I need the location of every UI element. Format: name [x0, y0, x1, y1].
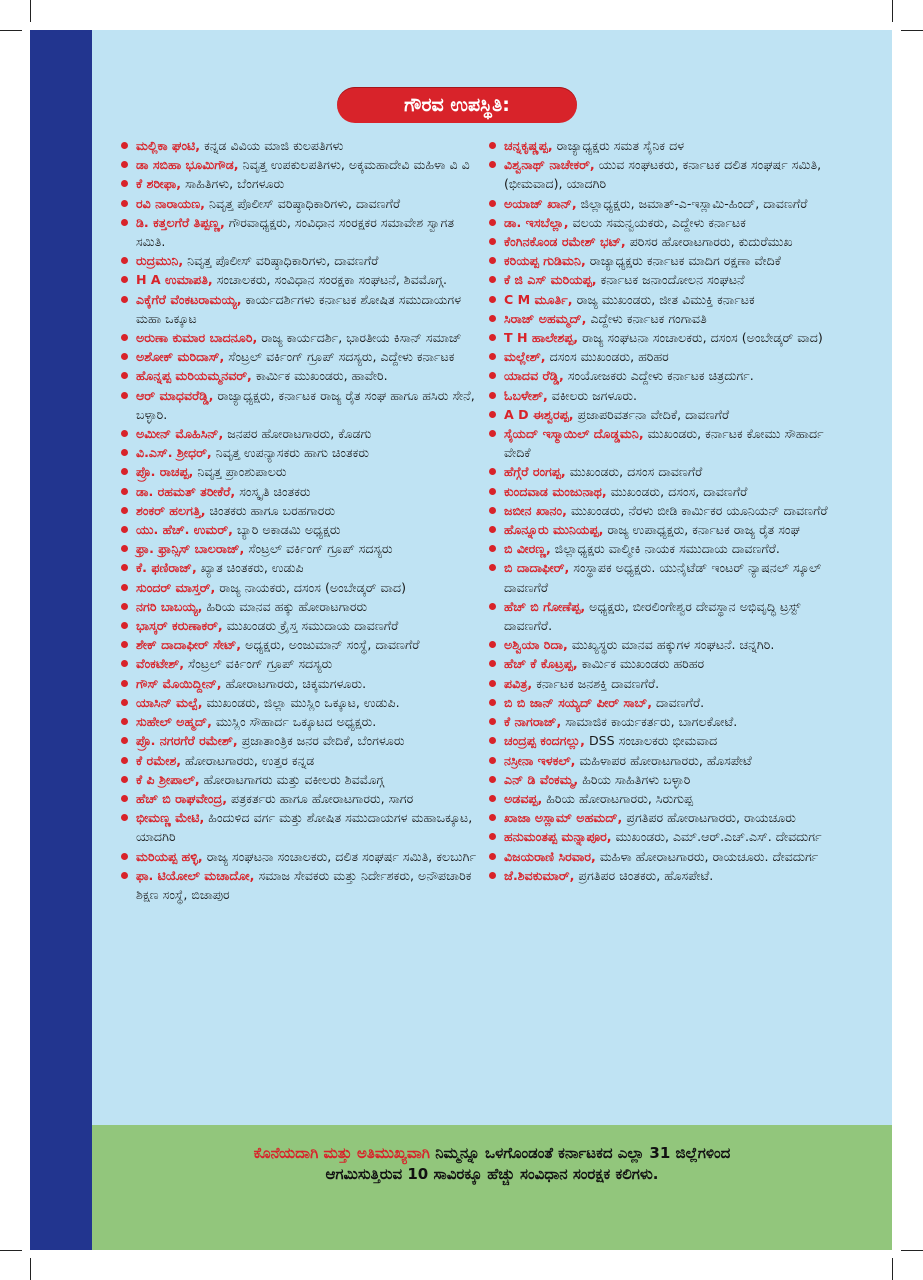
guest-list-item	[486, 712, 838, 731]
guest-description: ಮುಸ್ಲಿಂ ಸೌಹಾರ್ದ ಒಕ್ಕೂಟದ ಅಧ್ಯಕ್ಷರು.	[215, 714, 377, 730]
crop-mark	[901, 1250, 923, 1251]
guest-list-item	[486, 674, 838, 693]
guest-description: ರಾಜ್ಯ ಕಾರ್ಯದರ್ಶಿ, ಭಾರತೀಯ ಕಿಸಾನ್ ಸಮಾಜ್	[261, 330, 462, 346]
guest-description: ಹೋರಾಟಗಾರರು, ಉತ್ತರ ಕನ್ನಡ	[185, 752, 315, 768]
guest-list-item	[118, 366, 480, 385]
guest-description: ಹೋರಾಟಗಾರರು, ಚಿಕ್ಕಮಗಳೂರು.	[225, 675, 367, 691]
guest-description: ಜಿಲ್ಲಾಧ್ಯಕ್ಷರು, ಜಮಾತ್-ಎ-ಇಸ್ಲಾಮಿ-ಹಿಂದ್, ದಾವಣಗೆರೆ	[580, 195, 808, 211]
footer-text	[92, 1143, 892, 1185]
guest-name: ಯಾದವ ರೆಡ್ಡಿ,	[504, 368, 564, 384]
guest-name: ಕೆ ಪಿ ಶ್ರೀಪಾಲ್,	[136, 771, 200, 787]
guest-description: ಸಮಾಜ ಸೇವಕರು ಮತ್ತು ನಿರ್ದೇಶಕರು, ಅನೌಪಚಾರಿಕ ಶಿಕ್ಷಣ ಸಂಸ್ಥೆ, ಬಿಜಾಪುರ	[136, 867, 472, 902]
guest-list-item	[486, 847, 838, 866]
guest-list-item	[486, 482, 838, 501]
guest-list-item	[486, 328, 838, 347]
guest-list-item	[118, 616, 480, 635]
guest-description: ಹಿರಿಯ ಹೋರಾಟಗಾರರು, ಸಿರುಗುಪ್ಪ	[546, 790, 694, 806]
guest-list-item	[486, 654, 838, 673]
crop-mark	[0, 1250, 22, 1251]
guest-description: ಪ್ರಗತಿಪರ ಚಿಂತಕರು, ಹೊಸಪೇಟೆ.	[578, 867, 714, 883]
guest-list-item	[486, 270, 838, 289]
guest-description: ಮುಖಂಡರು, ಕರ್ನಾಟಕ ಕೋಮು ಸೌಹಾರ್ದ ವೇದಿಕೆ	[504, 426, 824, 461]
guest-list-item	[486, 232, 838, 251]
guest-description: ಕರ್ನಾಟಕ ಜನಾಂದೋಲನ ಸಂಘಟನೆ	[600, 272, 745, 288]
guest-list-item	[118, 635, 480, 654]
left-accent-strip	[30, 30, 92, 1250]
crop-mark	[30, 1258, 31, 1280]
guest-name: ಸುಹೇಲ್ ಅಹ್ಮದ್,	[136, 714, 212, 730]
guest-list-item	[118, 155, 480, 174]
guest-list-item	[486, 520, 838, 539]
guest-name: ವೆಂಕಟೇಶ್,	[136, 656, 184, 672]
guest-description: ಕನ್ನಡ ವಿವಿಯ ಮಾಜಿ ಕುಲಪತಿಗಳು	[204, 138, 344, 153]
guest-list-item	[118, 539, 480, 558]
guest-name: ನಸ್ರೀನಾ ಇಳಕಲ್,	[504, 752, 576, 768]
guest-description: ಪರಿಸರ ಹೋರಾಟಗಾರರು, ಕುದುರೆಮುಖ	[629, 234, 793, 250]
guest-list-item	[486, 290, 838, 309]
guest-name: ಚಂದ್ರಪ್ಪ ಕಂದಗಲ್ಲು,	[504, 733, 585, 749]
guest-description: ನಿವೃತ್ತ ಉಪನ್ಯಾಸಕರು ಹಾಗು ಚಿಂತಕರು	[215, 445, 370, 461]
guest-name: ಭಾಸ್ಕರ್ ಕರುಣಾಕರ್,	[136, 618, 223, 634]
guest-name: ವಿಜಯರಾಣಿ ಸಿರವಾರ,	[504, 848, 596, 864]
guest-name: ಸುಂದರ್ ಮಾಸ್ತರ್,	[136, 579, 216, 595]
guest-list-item	[118, 462, 480, 481]
guest-description: ಮುಖ್ಯಸ್ಥರು ಮಾನವ ಹಕ್ಕುಗಳ ಸಂಘಟನೆ. ಚನ್ನಗಿರಿ.	[571, 637, 775, 653]
guest-description: ನಿವೃತ್ತ ಉಪಕುಲಪತಿಗಳು, ಅಕ್ಕಮಹಾದೇವಿ ಮಹಿಳಾ ವಿ ವಿ	[242, 157, 470, 173]
guest-name: ಹೆಚ್ ಕೆ ಕೊಟ್ರಪ್ಪ,	[504, 656, 578, 672]
guest-description: ರಾಜ್ಯ ಉಪಾಧ್ಯಕ್ಷರು, ಕರ್ನಾಟಕ ರಾಜ್ಯ ರೈತ ಸಂಘ	[607, 522, 800, 538]
guest-list-item	[118, 578, 480, 597]
guest-description: ಮಹಿಳಾಪರ ಹೋರಾಟಗಾರರು, ಹೊಸಪೇಟೆ	[579, 752, 752, 768]
guest-list-item	[486, 731, 838, 750]
guest-list-item	[118, 251, 480, 270]
guest-description: ಅಧ್ಯಕ್ಷರು, ಅಂಜುಮಾನ್ ಸಂಸ್ಥೆ, ದಾವಣಗೆರೆ	[245, 637, 420, 653]
guest-name: ಶಂಕರ್ ಹಲಗತ್ತಿ,	[136, 502, 206, 518]
guest-list-item	[486, 424, 838, 462]
guest-name: A D ಈಶ್ವರಪ್ಪ,	[504, 406, 574, 422]
guest-description: ಖ್ಯಾತ ಚಿಂತಕರು, ಉಡುಪಿ	[200, 560, 304, 576]
guest-name: ಬಿ ವೀರಣ್ಣ,	[504, 541, 551, 557]
guest-name: ಶೇಕ್ ದಾದಾಫೀರ್ ಸೇಟ್,	[136, 637, 242, 653]
guest-list-item	[118, 194, 480, 213]
guest-name: ಅಮೀನ್ ಮೊಹಿಸಿನ್,	[136, 426, 224, 442]
guest-list-item	[118, 712, 480, 731]
guest-description: ಮುಖಂಡರು, ಜಿಲ್ಲಾ ಮುಸ್ಲಿಂ ಒಕ್ಕೂಟ, ಉಡುಪಿ.	[206, 694, 400, 710]
guest-description: ಸಂಚಾಲಕರು, ಸಂವಿಧಾನ ಸಂರಕ್ಷಕಾ ಸಂಘಟನೆ, ಶಿವಮೊಗ್ಗ.	[216, 272, 447, 288]
guest-description: ದಸಂಸ ಮುಖಂಡರು, ಹರಿಹರ	[549, 349, 669, 365]
guest-name: ಕೆ ಜಿ ಎಸ್ ಮರಿಯಪ್ಪ,	[504, 272, 597, 288]
guest-description: ಕಾರ್ಯದರ್ಶಿಗಳು ಕರ್ನಾಟಕ ಶೋಷಿತ ಸಮುದಾಯಗಳ ಮಹಾ ಒಕ್ಕೂಟ	[136, 291, 462, 326]
guest-list-item	[118, 674, 480, 693]
guest-list-item	[118, 443, 480, 462]
crop-mark	[0, 30, 22, 31]
guest-description: ಜಿಲ್ಲಾಧ್ಯಕ್ಷರು ವಾಲ್ಮೀಕಿ ನಾಯಕ ಸಮುದಾಯ ದಾವಣಗೆರೆ.	[554, 541, 780, 557]
guest-list-item	[486, 405, 838, 424]
guest-list-item	[486, 347, 838, 366]
guest-name: ಡಾ. ಇಸಬೆಲ್ಲಾ,	[504, 214, 569, 230]
guest-description: ಹೋರಾಟಗಾಗರು ಮತ್ತು ವಕೀಲರು ಶಿವಮೊಗ್ಗ	[203, 771, 384, 787]
guest-description: ಮುಖಂಡರು, ದಸಂಸ ದಾವಣಗೆರೆ	[569, 464, 703, 480]
guest-name: ಫಾ. ಟಿಯೋಲ್ ಮಚಾದೋ,	[136, 867, 255, 883]
guest-name: H A ಉಮಾಪತಿ,	[136, 272, 213, 288]
guest-description: ಜನಪರ ಹೋರಾಟಗಾರರು, ಕೊಡಗು	[227, 426, 372, 442]
guest-name: ಜಬೀನ ಖಾನಂ,	[504, 502, 567, 518]
guest-list-item	[118, 386, 480, 424]
guest-description: ಅಧ್ಯಕ್ಷರು, ಬೀರಲಿಂಗೇಶ್ವರ ದೇವಸ್ಥಾನ ಅಭಿವೃದ್ಧಿ ಟ್ರಸ್ಟ್ ದಾವಣಗೆರೆ.	[504, 598, 801, 634]
guest-list-item	[486, 366, 838, 385]
guest-description: ರಾಜ್ಯ ನಾಯಕರು, ದಸಂಸ (ಅಂಬೇಡ್ಕರ್ ವಾದ)	[219, 579, 407, 595]
guest-list-item	[118, 520, 480, 539]
guest-name: ಚನ್ನಕೃಷ್ಣಪ್ಪ,	[504, 138, 553, 153]
guest-list-item	[118, 770, 480, 789]
guest-description: ಪ್ರಗತಿಪರ ಹೋರಾಟಗಾರರು, ರಾಯಚೂರು	[626, 810, 796, 826]
guest-list-item	[486, 194, 838, 213]
guest-description: ಸಾಮಾಜಿಕ ಕಾರ್ಯಕರ್ತರು, ಬಾಗಲಕೋಟೆ.	[565, 714, 738, 730]
guest-list-item	[118, 347, 480, 366]
guest-list-item	[118, 847, 480, 866]
guest-description: ಪ್ರಜಾಪರಿವರ್ತನಾ ವೇದಿಕೆ, ದಾವಣಗೆರೆ	[577, 406, 730, 422]
guest-list-item	[486, 751, 838, 770]
guest-list-item	[118, 136, 480, 155]
guest-name: ಡಾ ಸಬಿಹಾ ಭೂಮಿಗೌಡ,	[136, 157, 239, 173]
guest-name: ರುದ್ರಮುನಿ,	[136, 253, 184, 269]
guest-name: ಯಾಸಿನ್ ಮಲ್ಪೆ,	[136, 694, 203, 710]
guest-list-item	[486, 251, 838, 270]
guest-list-item	[118, 866, 480, 904]
guest-name: ಸೈಯದ್ ಇಸ್ಮಾಯಿಲ್ ದೊಡ್ಡಮನಿ,	[504, 426, 644, 442]
guest-description: ರಾಜ್ಯ ಸಂಘಟನಾ ಸಂಚಾಲಕರು, ದಸಂಸ (ಅಂಬೇಡ್ಕರ್ ವಾದ)	[582, 330, 823, 346]
guest-description: ವಲಯ ಸಮನ್ವಯಕರು, ಎದ್ದೇಳು ಕರ್ನಾಟಕ	[572, 214, 746, 230]
guest-name: ಅಡವಪ್ಪ,	[504, 790, 543, 806]
guest-list-item	[486, 501, 838, 520]
guest-description: ಚಿಂತಕರು ಹಾಗೂ ಬರಹಗಾರರು	[209, 502, 336, 518]
crop-mark	[892, 0, 893, 22]
guest-name: ಕರಿಯಪ್ಪ ಗುಡಿಮನಿ,	[504, 253, 586, 269]
guest-name: ಎಕ್ಕೆಗೆರೆ ವೆಂಕಟರಾಮಯ್ಯ,	[136, 291, 242, 307]
guest-list-item	[486, 866, 838, 885]
guest-name: ಹೆಗ್ಗೆರೆ ರಂಗಪ್ಪ,	[504, 464, 566, 480]
guest-list-item	[486, 597, 838, 635]
crop-mark	[901, 30, 923, 31]
page-title: ಗೌರವ ಉಪಸ್ಥಿತಿ:	[337, 87, 577, 123]
guest-name: ಹೆಚ್ ಬಿ ಗೋಣೆಪ್ಪ,	[504, 598, 586, 614]
guest-list-item	[486, 693, 838, 712]
guest-list-item	[118, 693, 480, 712]
guest-name: ಡಿ. ಕತ್ತಲಗೆರೆ ತಿಪ್ಪಣ್ಣ,	[136, 214, 225, 230]
guest-list-item	[118, 558, 480, 577]
guest-description: ಗೌರವಾಧ್ಯಕ್ಷರು, ಸಂವಿಧಾನ ಸಂರಕ್ಷಕರ ಸಮಾವೇಶ ಸ್ವಾಗತ ಸಮಿತಿ.	[136, 214, 454, 250]
guest-name: ಮಲ್ಲಿಕಾ ಘಂಟಿ,	[136, 138, 201, 153]
guest-description: ಮುಖಂಡರು ಕ್ರೈಸ್ತ ಸಮುದಾಯ ದಾವಣಗೆರೆ	[226, 618, 399, 634]
guest-name: ಕೆಂಗಿನಕೊಂಡ ರಮೇಶ್ ಭಟ್,	[504, 234, 626, 250]
guest-name: ಹನುಮಂತಪ್ಪ ಮನ್ನಾಪೂರ,	[504, 829, 612, 845]
guest-description: ಕರ್ನಾಟಕ ಜನಶಕ್ತಿ ದಾವಣಗೆರೆ.	[536, 675, 660, 691]
guest-description: ಸಂಸ್ಥಾಪಕ ಅಧ್ಯಕ್ಷರು. ಯುನೈಟೆಡ್ ಇಂಟರ್ ನ್ಯಾಷನಲ್ ಸ್ಕೂಲ್ ದಾವಣಗೆರೆ	[504, 560, 822, 595]
guest-list-item	[486, 309, 838, 328]
guest-description: ಮುಖಂಡರು, ದಸಂಸ, ದಾವಣಗೆರೆ	[610, 483, 748, 499]
guest-list-item	[486, 136, 838, 155]
guest-name: ಓಬಳೇಶ್,	[504, 387, 548, 403]
guest-name: ಆರ್ ಮಾಧವರೆಡ್ಡಿ,	[136, 387, 214, 403]
guest-description: ಹಿಂದುಳಿದ ವರ್ಗ ಮತ್ತು ಶೋಷಿತ ಸಮುದಾಯಗಳ ಮಹಾಒಕ್ಕೂಟ, ಯಾದಗಿರಿ	[136, 810, 473, 845]
guest-description: ರಾಜ್ಯ ಮುಖಂಡರು, ಜೀತ ವಿಮುಕ್ತಿ ಕರ್ನಾಟಕ	[576, 291, 755, 307]
guest-description: ಸಂಯೋಜಕರು ಎದ್ದೇಳು ಕರ್ನಾಟಕ ಚಿತ್ರದುರ್ಗ.	[567, 368, 754, 384]
guest-list-item	[486, 635, 838, 654]
guest-description: ಕಾರ್ಮಿಕ ಮುಖಂಡರು ಹರಿಹರ	[581, 656, 705, 672]
guest-description: ಎದ್ದೇಳು ಕರ್ನಾಟಕ ಗಂಗಾವತಿ	[590, 310, 707, 326]
guest-list-item	[118, 290, 480, 328]
guest-description: ವಕೀಲರು ಜಗಳೂರು.	[551, 387, 638, 403]
guest-name: ಮರಿಯಪ್ಪ ಹಳ್ಳಿ,	[136, 848, 203, 864]
guest-description: ಯುವ ಸಂಘಟಕರು, ಕರ್ನಾಟಕ ದಲಿತ ಸಂಘರ್ಷ ಸಮಿತಿ, (ಭೀಮವಾದ), ಯಾದಗಿರಿ	[504, 157, 822, 192]
guest-list-item	[486, 213, 838, 232]
footer-line2: ಆಗಮಿಸುತ್ತಿರುವ 10 ಸಾವಿರಕ್ಕೂ ಹೆಚ್ಚು ಸಂವಿಧಾನ ಸಂರಕ್ಷಕ ಕಲಿಗಳು.	[325, 1165, 659, 1183]
guest-description: ಮುಖಂಡರು, ನೆರಳು ಬೀಡಿ ಕಾರ್ಮಿಕರ ಯೂನಿಯನ್ ದಾವಣಗೆರೆ	[570, 502, 828, 518]
guest-name: ಮಲ್ಲೇಶ್,	[504, 349, 546, 365]
guest-description: ಬ್ಯಾರಿ ಅಕಾಡಮಿ ಅಧ್ಯಕ್ಷರು	[236, 522, 341, 538]
guest-name: ಕುಂದವಾಡ ಮಂಜುನಾಥ,	[504, 483, 607, 499]
crop-mark	[892, 1258, 893, 1280]
guest-name: ವಿ.ಎಸ್. ಶ್ರೀಧರ್,	[136, 445, 212, 461]
guest-name: ಖಾಜಾ ಅಸ್ಲಾಮ್ ಅಹಮದ್,	[504, 810, 623, 826]
guest-list-item	[486, 386, 838, 405]
guest-list-item	[118, 654, 480, 673]
guest-name: ಅರುಣಾ ಕುಮಾರ ಬಾದನೂರಿ,	[136, 330, 258, 346]
guest-name: ಯು. ಹೆಚ್. ಉಮರ್,	[136, 522, 233, 538]
guest-name: ಸಿರಾಜ್ ಅಹಮ್ಮದ್,	[504, 310, 587, 326]
guest-description: ನಿವೃತ್ತ ಪ್ರಾಂಶುಪಾಲರು	[197, 464, 287, 480]
guest-description: DSS ಸಂಚಾಲಕರು ಭೀಮವಾದ	[588, 733, 718, 749]
guest-description: ಹಿರಿಯ ಮಾನವ ಹಕ್ಕು ಹೋರಾಟಗಾರರು	[206, 598, 368, 614]
guest-list-item	[486, 155, 838, 193]
guest-list-item	[486, 808, 838, 827]
guest-list-item	[486, 462, 838, 481]
guest-name: ಭೀಮಣ್ಣ ಮೇಟಿ,	[136, 810, 205, 826]
right-guest-list	[486, 136, 838, 885]
guest-description: ದಾವಣಗೆರೆ.	[656, 694, 705, 710]
guest-description: ಮಹಿಳಾ ಹೋರಾಟಗಾರರು, ರಾಯಚೂರು. ದೇವದುರ್ಗ	[599, 848, 819, 864]
guest-name: ಎನ್ ಡಿ ವೆಂಕಮ್ಮ,	[504, 771, 579, 787]
guest-list-item	[118, 751, 480, 770]
guest-description: ಸೆಂಟ್ರಲ್ ವರ್ಕಿಂಗ್ ಗ್ರೂಪ್ ಸದಸ್ಯರು	[248, 541, 393, 557]
guest-list-item	[118, 328, 480, 347]
left-guest-list	[118, 136, 480, 904]
guest-name: ಡಾ. ರಹಮತ್ ತರೀಕೆರೆ,	[136, 483, 236, 499]
guest-list-item	[486, 789, 838, 808]
guest-description: ನಿವೃತ್ತ ಪೊಲೀಸ್ ವರಿಷ್ಠಾಧಿಕಾರಿಗಳು, ದಾವಣಗೆರೆ	[187, 253, 379, 269]
guest-description: ಪ್ರಜಾತಾಂತ್ರಿಕ ಜನರ ವೇದಿಕೆ, ಬೆಂಗಳೂರು	[241, 733, 405, 749]
guest-list-item	[486, 558, 838, 596]
footer-line1: ನಿಮ್ಮನ್ನೂ ಒಳಗೊಂಡಂತೆ ಕರ್ನಾಟಕದ ಎಲ್ಲಾ 31 ಜಿಲ್ಲೆಗಳಿಂದ	[430, 1144, 731, 1162]
guest-name: C M ಮೂರ್ತಿ,	[504, 291, 573, 307]
guest-description: ಕಾರ್ಮಿಕ ಮುಖಂಡರು, ಹಾವೇರಿ.	[255, 368, 388, 384]
guest-name: ಹೊನ್ನೂರು ಮುನಿಯಪ್ಪ,	[504, 522, 604, 538]
guest-description: ಸೆಂಟ್ರಲ್ ವರ್ಕಿಂಗ್ ಗ್ರೂಪ್ ಸದಸ್ಯರು	[188, 656, 333, 672]
guest-description: ಸಾಹಿತಿಗಳು, ಬೆಂಗಳೂರು	[185, 176, 285, 192]
guest-name: ಹೆಚ್ ಬಿ ರಾಘವೇಂದ್ರ,	[136, 790, 227, 806]
guest-name: ಪ್ರೊ. ರಾಚಪ್ಪ,	[136, 464, 194, 480]
guest-name: ಹೊನ್ನಪ್ಪ ಮರಿಯಮ್ಮನವರ್,	[136, 368, 252, 384]
guest-name: ಪ್ರೊ. ನಗರಗೆರೆ ರಮೇಶ್,	[136, 733, 238, 749]
guest-description: ಸಂಸ್ಕೃತಿ ಚಿಂತಕರು	[239, 483, 311, 499]
guest-name: ಕೆ ಶರೀಫಾ,	[136, 176, 182, 192]
guest-list-item	[118, 731, 480, 750]
guest-name: ಕೆ. ಫಣಿರಾಜ್,	[136, 560, 197, 576]
guest-name: ನಗರಿ ಬಾಬಯ್ಯ,	[136, 598, 203, 614]
guest-list-item	[486, 539, 838, 558]
guest-list-item	[118, 789, 480, 808]
guest-name: ಬಿ ದಾದಾಫೀರ್,	[504, 560, 570, 576]
guest-description: ರಾಜ್ಯಾಧ್ಯಕ್ಷರು ಕರ್ನಾಟಕ ಮಾದಿಗ ರಕ್ಷಣಾ ವೇದಿಕೆ	[589, 253, 781, 269]
guest-description: ಪತ್ರಕರ್ತರು ಹಾಗೂ ಹೋರಾಟಗಾರರು, ಸಾಗರ	[231, 790, 414, 806]
guest-description: ಸೆಂಟ್ರಲ್ ವರ್ಕಿಂಗ್ ಗ್ರೂಪ್ ಸದಸ್ಯರು, ಎದ್ದೇಳು ಕರ್ನಾಟಕ	[228, 349, 455, 365]
guest-list-item	[118, 424, 480, 443]
guest-list-item	[118, 808, 480, 846]
guest-list-item	[486, 770, 838, 789]
guest-description: ರಾಜ್ಯಾಧ್ಯಕ್ಷರು ಸಮತ ಸೈನಿಕ ದಳ	[556, 138, 685, 153]
guest-name: ಪವಿತ್ರ,	[504, 675, 533, 691]
guest-list-item	[118, 270, 480, 289]
guest-name: T H ಹಾಲೇಶಪ್ಪ,	[504, 330, 579, 346]
guest-list-item	[118, 501, 480, 520]
guest-description: ರಾಜ್ಯ ಸಂಘಟನಾ ಸಂಚಾಲಕರು, ದಲಿತ ಸಂಘರ್ಷ ಸಮಿತಿ, ಕಲಬುರ್ಗಿ	[206, 848, 477, 864]
crop-mark	[30, 0, 31, 22]
guest-list-item	[118, 213, 480, 251]
guest-name: ಗೌಸ್ ಮೊಯಿದ್ದೀನ್,	[136, 675, 222, 691]
guest-list-item	[486, 827, 838, 846]
guest-name: ಜೆ.ಶಿವಕುಮಾರ್,	[504, 867, 575, 883]
guest-name: ಬಿ ಬಿ ಜಾನ್ ಸಯ್ಯದ್ ಪೀರ್ ಸಾಬ್,	[504, 694, 653, 710]
guest-description: ಹಿರಿಯ ಸಾಹಿತಿಗಳು ಬಳ್ಳಾರಿ	[582, 771, 691, 787]
guest-name: ಅಶ್ವಿಯಾ ರಿದಾ,	[504, 637, 568, 653]
guest-list-item	[118, 482, 480, 501]
guest-list-item	[118, 174, 480, 193]
guest-list-item	[118, 597, 480, 616]
guest-name: ಅಶೋಕ್ ಮರಿದಾಸ್,	[136, 349, 225, 365]
guest-name: ಕೆ ನಾಗರಾಜ್,	[504, 714, 562, 730]
guest-name: ರವಿ ನಾರಾಯಣ,	[136, 195, 205, 211]
guest-name: ಫ್ರಾ. ಫ್ರಾನ್ಸಿಸ್ ಬಾಲರಾಜ್,	[136, 541, 245, 557]
guest-description: ರಾಜ್ಯಾಧ್ಯಕ್ಷರು, ಕರ್ನಾಟಕ ರಾಜ್ಯ ರೈತ ಸಂಘ ಹಾಗೂ ಹಸಿರು ಸೇನೆ, ಬಳ್ಳಾರಿ.	[136, 387, 475, 422]
guest-name: ಕೆ ರಮೇಶ,	[136, 752, 182, 768]
guest-name: ವಿಶ್ವನಾಥ್ ನಾಚೇಕರ್,	[504, 157, 595, 173]
guest-name: ಅಯಾಜ್ ಖಾನ್,	[504, 195, 577, 211]
guest-description: ಮುಖಂಡರು, ಎಮ್.ಆರ್.ಎಚ್.ಎಸ್. ದೇವದುರ್ಗ	[615, 829, 822, 845]
guest-description: ನಿವೃತ್ತ ಪೊಲೀಸ್ ವರಿಷ್ಠಾಧಿಕಾರಿಗಳು, ದಾವಣಗೆರೆ	[208, 195, 401, 211]
footer-highlight: ಕೊನೆಯದಾಗಿ ಮತ್ತು ಅತಿಮುಖ್ಯವಾಗಿ	[253, 1144, 430, 1162]
